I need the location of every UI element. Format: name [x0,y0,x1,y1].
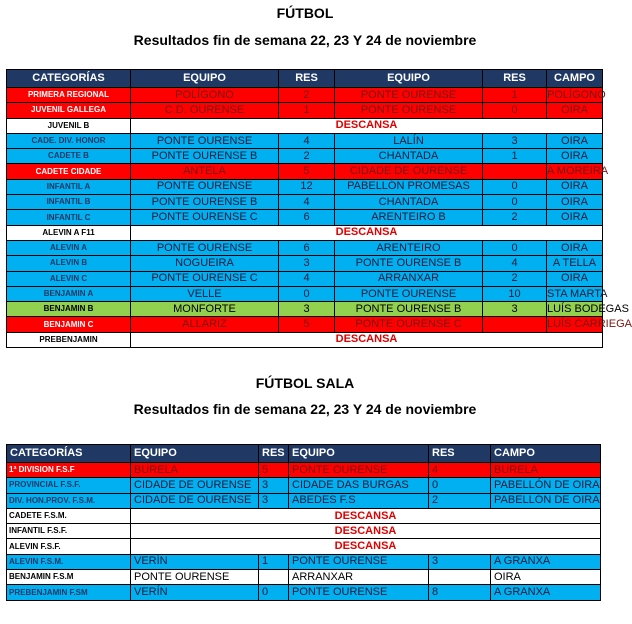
category-cell: INFANTIL F.S.F. [7,524,131,539]
table-row [7,240,603,255]
category-cell: ALEVIN C [7,271,131,286]
category-cell: INFANTIL B [7,195,131,210]
table-row [7,225,603,240]
field-cell: OIRA [547,133,603,148]
field-cell: A GRANXA [491,585,601,600]
field-cell: OIRA [547,149,603,164]
header-campo: CAMPO [491,445,601,463]
futbol-results-table [6,69,632,348]
descansa-cell: DESCANSA [131,524,601,539]
field-cell: OIRA [547,179,603,194]
table-row [7,508,601,523]
home-score-cell: 3 [279,302,335,317]
field-cell: A MOREIRA [547,164,603,179]
away-team-cell: LALÍN [335,133,483,148]
away-score-cell: 0 [429,478,491,493]
table-row [7,317,603,332]
away-team-cell: PONTE OURENSE [335,286,483,301]
field-cell: PABELLÓN DE OIRA [491,493,601,508]
away-score-cell: 0 [483,240,547,255]
home-team-cell: VERÍN [131,554,259,569]
sala-subheading: Resultados fin de semana 22, 23 Y 24 de noviembre [133,401,477,417]
away-team-cell: PONTE OURENSE [289,554,429,569]
home-team-cell: ANTELA [131,164,279,179]
table-row [7,179,603,194]
away-score-cell: 8 [429,585,491,600]
away-score-cell: 2 [429,493,491,508]
field-cell: OIRA [491,570,601,585]
home-score-cell: 2 [279,149,335,164]
home-score-cell: 3 [259,493,289,508]
home-team-cell: PONTE OURENSE C [131,271,279,286]
away-score-cell: 10 [483,286,547,301]
category-cell: 1ª DIVISION F.S.F [7,463,131,478]
away-score-cell: 2 [483,271,547,286]
home-score-cell: 5 [259,463,289,478]
field-cell: PABELLÓN DE OIRA [491,478,601,493]
home-team-cell: MONFORTE [131,302,279,317]
header-equipo: EQUIPO [131,445,259,463]
home-team-cell: VERÍN [131,585,259,600]
away-team-cell: CIDADE DAS BURGAS [289,478,429,493]
futbol-rows [7,88,632,348]
home-team-cell: NOGUEIRA [131,256,279,271]
home-team-cell: PONTE OURENSE [131,570,259,585]
away-score-cell: 3 [483,302,547,317]
table-row [7,493,601,508]
sala-results-table [6,444,601,601]
header-res: RES [429,445,491,463]
away-team-cell: CHANTADA [335,195,483,210]
away-score-cell: 4 [483,256,547,271]
futbol-heading: FÚTBOL [276,5,334,21]
sala-header-row [7,445,601,463]
header-res: RES [483,70,547,88]
descansa-cell: DESCANSA [131,332,603,347]
field-cell: BURELA [491,463,601,478]
away-team-cell: ARENTEIRO B [335,210,483,225]
away-score-cell: 1 [483,149,547,164]
category-cell: PRIMERA REGIONAL [7,88,131,103]
category-cell: INFANTIL C [7,210,131,225]
home-score-cell: 0 [279,286,335,301]
home-score-cell: 6 [279,210,335,225]
table-row [7,133,603,148]
category-cell: JUVENIL B [7,118,131,133]
home-score-cell: 5 [279,164,335,179]
home-team-cell: ALLARIZ [131,317,279,332]
futbol-header-row [7,70,603,88]
away-score-cell: 4 [429,463,491,478]
category-cell: ALEVIN F.S.F. [7,539,131,554]
home-score-cell: 1 [279,103,335,118]
home-team-cell: CIDADE DE OURENSE [131,478,259,493]
table-row [7,118,603,133]
home-score-cell: 5 [279,317,335,332]
home-team-cell: BURELA [131,463,259,478]
table-row [7,302,603,317]
home-team-cell: PONTE OURENSE [131,133,279,148]
sala-rows [7,463,601,601]
away-team-cell: PONTE OURENSE C [335,317,483,332]
home-score-cell: 2 [279,88,335,103]
category-cell: CADETE CIDADE [7,164,131,179]
category-cell: PREBENJAMIN [7,332,131,347]
home-score-cell: 3 [279,256,335,271]
category-cell: ALEVIN A [7,240,131,255]
home-team-cell: PONTE OURENSE [131,240,279,255]
table-row [7,271,603,286]
away-team-cell: PONTE OURENSE [289,463,429,478]
category-cell: PROVINCIAL F.S.F. [7,478,131,493]
away-score-cell [429,570,491,585]
away-team-cell: PONTE OURENSE [289,585,429,600]
table-row [7,286,603,301]
home-team-cell: VELLE [131,286,279,301]
field-cell: OIRA [547,271,603,286]
category-cell: ALEVIN A F11 [7,225,131,240]
header-equipo: EQUIPO [131,70,279,88]
category-cell: CADETE F.S.M. [7,508,131,523]
header-res: RES [259,445,289,463]
field-cell: OIRA [547,103,603,118]
home-score-cell: 4 [279,271,335,286]
header-equipo: EQUIPO [335,70,483,88]
home-score-cell: 1 [259,554,289,569]
category-cell: PREBENJAMIN F.SM [7,585,131,600]
descansa-cell: DESCANSA [131,508,601,523]
table-row [7,256,603,271]
table-row [7,570,601,585]
table-row [7,478,601,493]
header-campo: CAMPO [547,70,603,88]
home-team-cell: CIDADE DE OURENSE [131,493,259,508]
header-equipo: EQUIPO [289,445,429,463]
table-row [7,463,601,478]
table-row [7,539,601,554]
table-row [7,103,603,118]
away-score-cell [483,317,547,332]
table-row [7,149,603,164]
category-cell: JUVENIL GALLEGA [7,103,131,118]
sala-heading: FÚTBOL SALA [255,375,355,391]
away-team-cell: ARRANXAR [289,570,429,585]
away-score-cell: 0 [483,103,547,118]
header-categorias: CATEGORÍAS [7,70,131,88]
away-team-cell: CIDADE DE OURENSE [335,164,483,179]
descansa-cell: DESCANSA [131,539,601,554]
field-cell: OIRA [547,240,603,255]
away-score-cell: 0 [483,179,547,194]
table-row [7,210,603,225]
home-team-cell: PONTE OURENSE [131,179,279,194]
away-team-cell: CHANTADA [335,149,483,164]
home-score-cell: 0 [259,585,289,600]
away-score-cell: 0 [483,195,547,210]
away-team-cell: PABELLÓN PROMESAS [335,179,483,194]
descansa-cell: DESCANSA [131,118,603,133]
header-categorias: CATEGORÍAS [7,445,131,463]
table-row [7,524,601,539]
category-cell: DIV. HON.PROV. F.S.M. [7,493,131,508]
category-cell: ALEVIN B [7,256,131,271]
away-score-cell: 1 [483,88,547,103]
category-cell: INFANTIL A [7,179,131,194]
home-team-cell: PONTE OURENSE B [131,195,279,210]
home-score-cell [259,570,289,585]
category-cell: BENJAMIN A [7,286,131,301]
home-team-cell: PONTE OURENSE B [131,149,279,164]
table-row [7,585,601,600]
away-score-cell [483,164,547,179]
descansa-cell: DESCANSA [131,225,603,240]
away-team-cell: ARRANXAR [335,271,483,286]
home-score-cell: 6 [279,240,335,255]
away-score-cell: 3 [429,554,491,569]
category-cell: BENJAMIN C [7,317,131,332]
away-team-cell: PONTE OURENSE [335,103,483,118]
table-row [7,554,601,569]
table-row [7,195,603,210]
category-cell: CADE. DIV. HONOR [7,133,131,148]
field-cell: A GRANXA [491,554,601,569]
away-team-cell: ABEDES F.S [289,493,429,508]
field-cell: POLÍGONO [547,88,603,103]
away-team-cell: ARENTEIRO [335,240,483,255]
home-team-cell: PONTE OURENSE C [131,210,279,225]
table-row [7,332,603,347]
category-cell: ALEVIN F.S.M. [7,554,131,569]
away-score-cell: 3 [483,133,547,148]
home-team-cell: POLÍGONO [131,88,279,103]
table-row [7,164,603,179]
away-team-cell: PONTE OURENSE B [335,302,483,317]
field-cell: STA MARTA [547,286,603,301]
field-cell: LUÍS BODEGAS [547,302,603,317]
away-team-cell: PONTE OURENSE B [335,256,483,271]
header-res: RES [279,70,335,88]
field-cell: OIRA [547,195,603,210]
field-cell: OIRA [547,210,603,225]
table-row [7,88,603,103]
home-score-cell: 4 [279,133,335,148]
away-score-cell: 2 [483,210,547,225]
home-score-cell: 12 [279,179,335,194]
category-cell: BENJAMIN F.S.M [7,570,131,585]
category-cell: BENJAMIN B [7,302,131,317]
futbol-subheading: Resultados fin de semana 22, 23 Y 24 de noviembre [133,32,477,48]
home-score-cell: 4 [279,195,335,210]
category-cell: CADETE B [7,149,131,164]
field-cell: A TELLA [547,256,603,271]
field-cell: LUÍS CARRIEGA [547,317,603,332]
away-team-cell: PONTE OURENSE [335,88,483,103]
home-score-cell: 3 [259,478,289,493]
home-team-cell: C.D. OURENSE [131,103,279,118]
